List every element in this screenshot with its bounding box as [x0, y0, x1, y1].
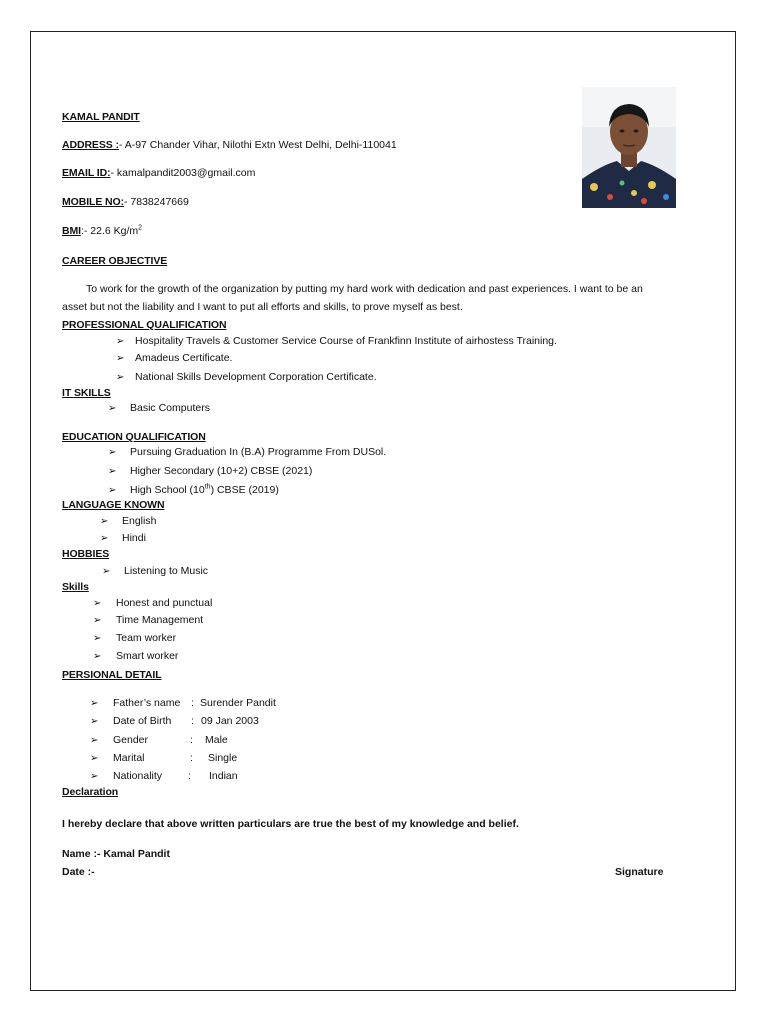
- address-label: ADDRESS :: [62, 139, 119, 151]
- arrow-bullet-icon: ➢: [108, 447, 117, 458]
- list-item: ➢ Basic Computers: [108, 402, 210, 414]
- list-item: ➢ Pursuing Graduation In (B.A) Programme From DUSol.: [108, 446, 387, 458]
- list-item: ➢ Amadeus Certificate.: [116, 352, 233, 364]
- education-heading: EDUCATION QUALIFICATION: [62, 431, 206, 443]
- list-item: ➢ Hospitality Travels & Customer Service Course of Frankfinn Institute of airhostess Training.: [116, 335, 557, 347]
- list-item: ➢ National Skills Development Corporation Certificate.: [116, 371, 377, 383]
- list-item: ➢ Listening to Music: [102, 565, 209, 577]
- arrow-bullet-icon: ➢: [100, 516, 109, 527]
- arrow-bullet-icon: ➢: [90, 771, 99, 782]
- list-item: ➢ English: [100, 515, 157, 527]
- mobile-label: MOBILE NO:: [62, 196, 124, 208]
- arrow-bullet-icon: ➢: [93, 598, 102, 609]
- table-row: ➢ Nationality : Indian: [90, 770, 238, 782]
- arrow-bullet-icon: ➢: [93, 615, 102, 626]
- arrow-bullet-icon: ➢: [116, 372, 125, 383]
- arrow-bullet-icon: ➢: [102, 566, 111, 577]
- skills-heading: Skills: [62, 581, 89, 593]
- hobbies-heading: HOBBIES: [62, 548, 110, 560]
- professional-qualification-heading: PROFESSIONAL QUALIFICATION: [62, 319, 227, 331]
- email-value: - kamalpandit2003@gmail.com: [110, 167, 256, 179]
- profile-photo: [582, 87, 676, 208]
- personal-detail-heading: PERSIONAL DETAIL: [62, 669, 162, 681]
- arrow-bullet-icon: ➢: [108, 403, 117, 414]
- address-value: - A-97 Chander Vihar, Nilothi Extn West Delhi, Delhi-110041: [118, 139, 397, 151]
- mobile-value: - 7838247669: [124, 196, 189, 208]
- arrow-bullet-icon: ➢: [93, 651, 102, 662]
- declaration-heading: Declaration: [62, 786, 119, 798]
- list-item: ➢ Higher Secondary (10+2) CBSE (2021): [108, 465, 313, 477]
- list-item: ➢ Smart worker: [93, 650, 179, 662]
- arrow-bullet-icon: ➢: [93, 633, 102, 644]
- arrow-bullet-icon: ➢: [108, 485, 117, 496]
- career-objective-heading: CAREER OBJECTIVE: [62, 255, 168, 267]
- arrow-bullet-icon: ➢: [90, 716, 99, 727]
- it-skills-heading: IT SKILLS: [62, 387, 111, 399]
- table-row: ➢ Father’s name : Surender Pandit: [90, 697, 276, 709]
- table-row: ➢ Gender : Male: [90, 734, 228, 746]
- arrow-bullet-icon: ➢: [116, 336, 125, 347]
- list-item: ➢ Team worker: [93, 632, 177, 644]
- table-row: ➢ Date of Birth : 09 Jan 2003: [90, 715, 259, 727]
- date-line: Date :-: [62, 866, 95, 878]
- candidate-name: KAMAL PANDIT: [62, 111, 140, 123]
- bmi-superscript: 2: [138, 224, 143, 232]
- arrow-bullet-icon: ➢: [116, 353, 125, 364]
- career-objective-line-1: To work for the growth of the organization by putting my hard work with dedication and past experiences. I want to be an: [86, 283, 643, 295]
- email-label: EMAIL ID:: [62, 167, 111, 179]
- language-heading: LANGUAGE KNOWN: [62, 499, 165, 511]
- arrow-bullet-icon: ➢: [90, 753, 99, 764]
- table-row: ➢ Marital : Single: [90, 752, 238, 764]
- arrow-bullet-icon: ➢: [108, 466, 117, 477]
- list-item: ➢ High School (10th) CBSE (2019): [108, 483, 279, 496]
- email-line: [62, 167, 255, 180]
- bmi-value: :- 22.6 Kg/m: [80, 225, 139, 237]
- declaration-text: I hereby declare that above written particulars are true the best of my knowledge and belief.: [62, 818, 519, 830]
- arrow-bullet-icon: ➢: [90, 735, 99, 746]
- name-line: Name :- Kamal Pandit: [62, 848, 170, 860]
- arrow-bullet-icon: ➢: [90, 698, 99, 709]
- bmi-line: [62, 225, 142, 238]
- mobile-line: [62, 196, 189, 209]
- career-objective-line-2: asset but not the liability and I want to put all efforts and skills, to prove myself as best.: [62, 301, 463, 313]
- address-line: [62, 139, 397, 152]
- list-item: ➢ Time Management: [93, 614, 204, 626]
- list-item: ➢ Honest and punctual: [93, 597, 213, 609]
- list-item: ➢ Hindi: [100, 532, 146, 544]
- bmi-label: BMI: [62, 225, 81, 237]
- signature-label: Signature: [615, 866, 664, 878]
- arrow-bullet-icon: ➢: [100, 533, 109, 544]
